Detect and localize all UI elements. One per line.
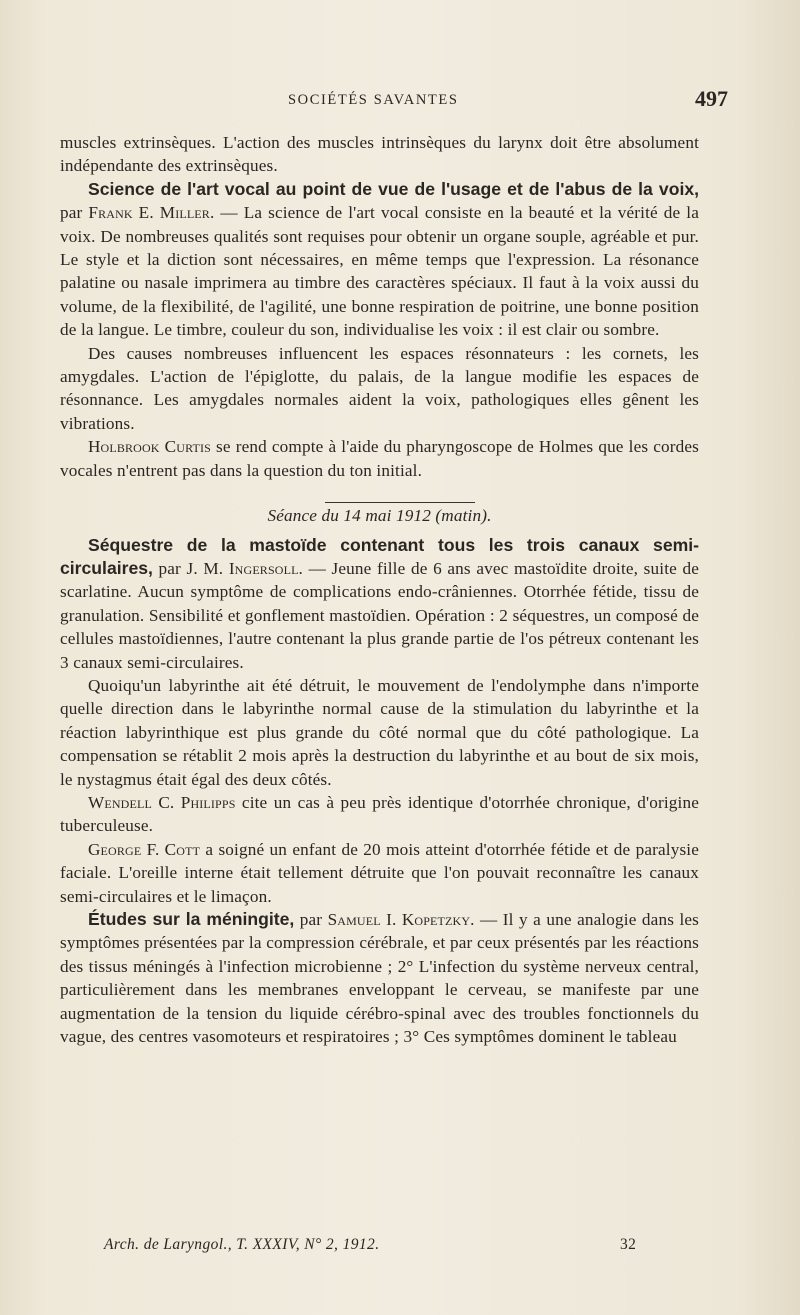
by-text: par <box>294 910 328 929</box>
page-number: 497 <box>695 86 728 111</box>
article-author: Frank E. Miller. <box>88 203 215 223</box>
article-title: Études sur la méningite, <box>88 909 295 929</box>
article-author: Ingersoll. <box>228 558 303 578</box>
page-header <box>60 86 728 118</box>
article-science-art-vocal <box>60 178 699 342</box>
person-name: Holbrook Curtis <box>88 437 211 457</box>
article-text: — La science de l'art vocal consiste en la beauté et la vérité de la voix. De nombreuses qualités sont requises pour obtenir un organe souple, agréable et pur. Le style et la diction sont nécessaires, en même temps que l'expression. La résonance palatine ou nasale imprimera au timbre des caractères spéciaux. Il faut à la voix aussi du volume, de la flexibilité, de l'agilité, une bonne respiration de poitrine, une bonne position de la langue. Le timbre, couleur du son, individualise les voix : il est clair ou sombre. <box>60 203 700 340</box>
article-title: Science de l'art vocal au point de vue de l'usage et de l'abus de la voix, <box>88 178 699 199</box>
paragraph-text: se rend compte à l'aide du pharyngoscope de Holmes que les cordes vocales n'entrent pas dans la question du ton initial. <box>60 437 699 480</box>
paragraph <box>60 791 699 838</box>
journal-citation: Arch. de Laryngol., T. XXXIV, N° 2, 1912. <box>104 1236 380 1253</box>
paragraph: Quoiqu'un labyrinthe ait été détruit, le mouvement de l'endolymphe dans n'importe quelle direction dans le labyrinthe normal cause de la stimulation du labyrinthe et la réaction labyrinthique est plus grande du côté normal que du côté pathologique. La compensation se rétablit 2 mois après la destruction du labyrinthe et au bout de six mois, le nystagmus était égal des deux côtés. <box>60 675 699 789</box>
person-name: Wendell C. Philipps <box>88 792 236 812</box>
running-head: SOCIÉTÉS SAVANTES <box>288 92 459 108</box>
article-etudes-meningite <box>60 908 699 1048</box>
paragraph-text: cite un cas à peu près identique d'otorrhée chronique, d'origine tuberculeuse. <box>60 792 699 836</box>
paragraph <box>60 838 699 908</box>
body-text <box>60 131 699 1048</box>
by-text: par <box>60 203 89 223</box>
session-heading: Séance du 14 mai 1912 (matin). <box>267 506 492 526</box>
article-title: Séquestre de la mastoïde contenant tous les trois canaux semi-circulaires, <box>60 534 699 578</box>
paragraph-text: a soigné un enfant de 20 mois atteint d'otorrhée fétide et de paralysie faciale. L'oreille interne était tellement détruite que l'on pouvait reconnaître les canaux semi-circulaires et le limaçon. <box>60 839 699 906</box>
article-text: — Il y a une analogie dans les symptômes présentées par la compression cérébrale, et par ceux présentés par les réactions des tissus méningés à l'infection microbienne ; 2° L'infection du système nerveux central, particulièrement dans les membranes enveloppant le cerveau, se manifeste par une augmentation de la tension du liquide cérébro-spinal avec des troubles fonctionnels du vague, des centres vasomoteurs et respiratoires ; 3° Ces symptômes dominent le tableau <box>60 910 700 1047</box>
person-name: George F. Cott <box>88 839 201 859</box>
article-author: Samuel I. Kopetzky. <box>327 910 475 929</box>
paragraph: Des causes nombreuses influencent les espaces résonnateurs : les cornets, les amygdales. L'action de l'épiglotte, du palais, de la langue modifie les espaces de résonnance. Les amygdales normales aident la voix, pathologiques elles gênent les vibrations. <box>60 343 699 433</box>
article-sequestre-mastoide <box>60 534 699 674</box>
signature-mark: 32 <box>620 1236 637 1253</box>
paragraph-continued: muscles extrinsèques. L'action des muscles intrinsèques du larynx doit être absolument indépendante des extrinsèques. <box>60 133 699 176</box>
section-divider <box>60 486 699 504</box>
article-text: — Jeune fille de 6 ans avec mastoïdite droite, suite de scarlatine. Aucun symptôme de complications endo-crâniennes. Otorrhée fétide, tissu de granulation. Sensibilité et gonflement mastoïdien. Opération : 2 séquestres, un composé de cellules mastoïdiennes, l'autre contenant la plus grande partie de l'os pétreux contenant les 3 canaux semi-circulaires. <box>60 558 700 672</box>
paragraph <box>60 435 699 482</box>
divider-line <box>325 502 475 503</box>
by-text: par J. M. <box>152 558 229 578</box>
